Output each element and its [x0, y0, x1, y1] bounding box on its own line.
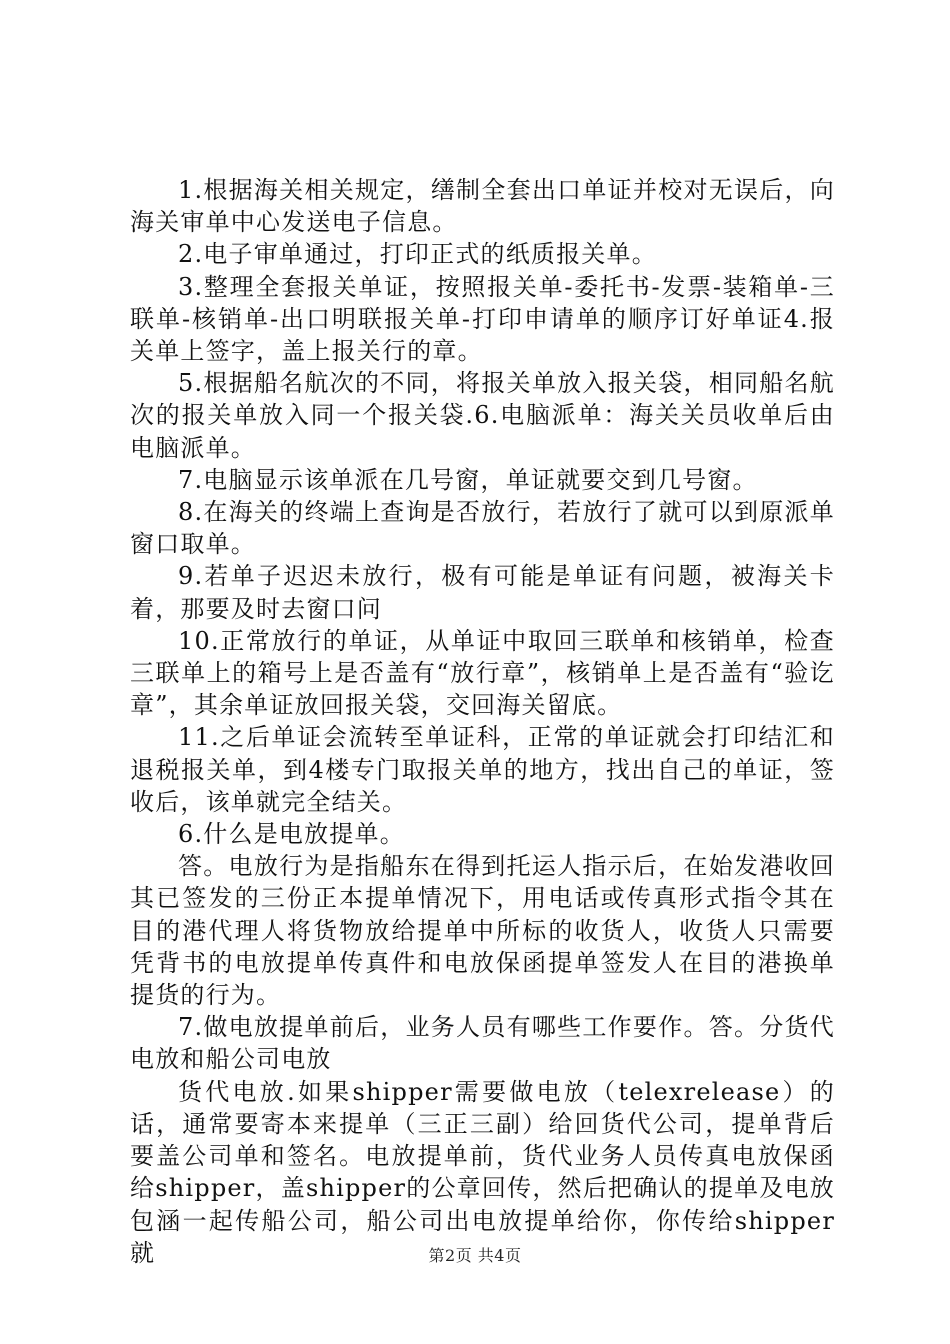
paragraph-7: 9.若单子迟迟未放行，极有可能是单证有问题，被海关卡着，那要及时去窗口问 — [130, 562, 835, 623]
paragraph-11: 答。电放行为是指船东在得到托运人指示后，在始发港收回其已签发的三份正本提单情况下，用电话或传真形式指令其在目的港代理人将货物放给提单中所标的收货人，收货人只需要凭背书的电放提单传真件和电放保函提单签发人在目的港换单提货的行为。 — [130, 852, 835, 1010]
page-footer: 第2页 共4页 — [428, 1246, 522, 1265]
document-body — [130, 174, 835, 1269]
paragraph-1: 1.根据海关相关规定，缮制全套出口单证并校对无误后，向海关审单中心发送电子信息。 — [130, 176, 835, 237]
paragraph-4: 5.根据船名航次的不同，将报关单放入报关袋，相同船名航次的报关单放入同一个报关袋.6.电脑派单：海关关员收单后由电脑派单。 — [130, 369, 835, 462]
paragraph-13: 货代电放.如果shipper需要做电放（telexrelease）的话，通常要寄本来提单（三正三副）给回货代公司，提单背后要盖公司单和签名。电放提单前，货代业务人员传真电放保函给shipper，盖shipper的公章回传，然后把确认的提单及电放包涵一起传船公司，船公司出电放提单给你，你传给shipper就 — [130, 1077, 835, 1267]
paragraph-3: 3.整理全套报关单证，按照报关单-委托书-发票-装箱单-三联单-核销单-出口明联报关单-打印申请单的顺序订好单证4.报关单上签字，盖上报关行的章。 — [130, 272, 835, 366]
paragraph-10: 6.什么是电放提单。 — [178, 820, 405, 849]
paragraph-5: 7.电脑显示该单派在几号窗，单证就要交到几号窗。 — [178, 465, 758, 494]
paragraph-6: 8.在海关的终端上查询是否放行，若放行了就可以到原派单窗口取单。 — [130, 498, 835, 559]
paragraph-12: 7.做电放提单前后，业务人员有哪些工作要作。答。分货代电放和船公司电放 — [130, 1013, 835, 1074]
paragraph-8: 10.正常放行的单证，从单证中取回三联单和核销单，检查三联单上的箱号上是否盖有“放行章”，核销单上是否盖有“验讫章”，其余单证放回报关袋，交回海关留底。 — [130, 626, 835, 720]
paragraph-2: 2.电子审单通过，打印正式的纸质报关单。 — [178, 240, 657, 269]
paragraph-9: 11.之后单证会流转至单证科，正常的单证就会打印结汇和退税报关单，到4楼专门取报关单的地方，找出自己的单证，签收后，该单就完全结关。 — [130, 723, 835, 816]
